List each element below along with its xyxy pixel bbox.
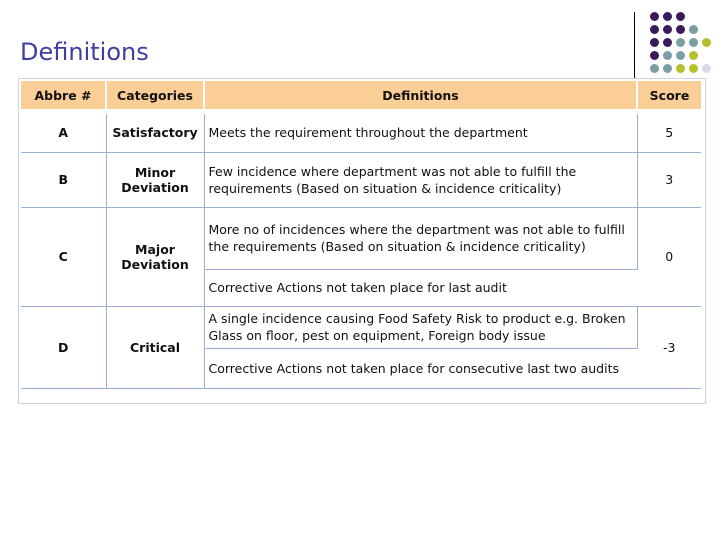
decorative-dot bbox=[650, 51, 659, 60]
decorative-dot bbox=[676, 12, 685, 21]
abbr-cell: A bbox=[21, 114, 106, 152]
score-cell: -3 bbox=[637, 306, 701, 388]
decorative-dot bbox=[689, 38, 698, 47]
definitions-table bbox=[21, 81, 701, 389]
decorative-dot bbox=[689, 25, 698, 34]
decorative-dot bbox=[676, 38, 685, 47]
header-abbr: Abbre # bbox=[21, 81, 106, 109]
decorative-dot bbox=[689, 51, 698, 60]
category-cell: Major Deviation bbox=[106, 207, 204, 306]
score-cell: 5 bbox=[637, 114, 701, 152]
decorative-dot bbox=[663, 64, 672, 73]
decorative-dot bbox=[650, 12, 659, 21]
decorative-dot bbox=[650, 64, 659, 73]
abbr-cell: D bbox=[21, 306, 106, 388]
header-score: Score bbox=[637, 81, 701, 109]
decorative-dot bbox=[702, 38, 711, 47]
definition-cell: Corrective Actions not taken place for consecutive last two audits bbox=[204, 348, 637, 388]
definition-cell: More no of incidences where the department was not able to fulfill the requirements (Based on situation & incidence criticality) bbox=[204, 207, 637, 269]
decorative-dot bbox=[650, 25, 659, 34]
definitions-table-container bbox=[18, 78, 706, 404]
category-cell: Satisfactory bbox=[106, 114, 204, 152]
table-row bbox=[21, 306, 701, 348]
definition-cell: Meets the requirement throughout the department bbox=[204, 114, 637, 152]
abbr-cell: B bbox=[21, 152, 106, 207]
table-row bbox=[21, 152, 701, 207]
page-title: Definitions bbox=[20, 38, 149, 66]
definition-cell: Few incidence where department was not able to fulfill the requirements (Based on situation & incidence criticality) bbox=[204, 152, 637, 207]
definition-cell: Corrective Actions not taken place for last audit bbox=[204, 269, 637, 306]
category-cell: Minor Deviation bbox=[106, 152, 204, 207]
abbr-cell: C bbox=[21, 207, 106, 306]
decorative-dot bbox=[663, 12, 672, 21]
score-cell: 0 bbox=[637, 207, 701, 306]
decorative-dot bbox=[676, 25, 685, 34]
table-row bbox=[21, 207, 701, 269]
decorative-dot bbox=[650, 38, 659, 47]
header-definitions: Definitions bbox=[204, 81, 637, 109]
decorative-dot bbox=[676, 64, 685, 73]
table-row bbox=[21, 114, 701, 152]
decorative-dot bbox=[663, 38, 672, 47]
decorative-dot bbox=[689, 64, 698, 73]
decorative-dot bbox=[663, 25, 672, 34]
decorative-dot bbox=[663, 51, 672, 60]
table-header-row bbox=[21, 81, 701, 109]
decorative-dot bbox=[676, 51, 685, 60]
decorative-dot bbox=[702, 64, 711, 73]
definition-cell: A single incidence causing Food Safety Risk to product e.g. Broken Glass on floor, pest on equipment, Foreign body issue bbox=[204, 306, 637, 348]
category-cell: Critical bbox=[106, 306, 204, 388]
header-categories: Categories bbox=[106, 81, 204, 109]
score-cell: 3 bbox=[637, 152, 701, 207]
